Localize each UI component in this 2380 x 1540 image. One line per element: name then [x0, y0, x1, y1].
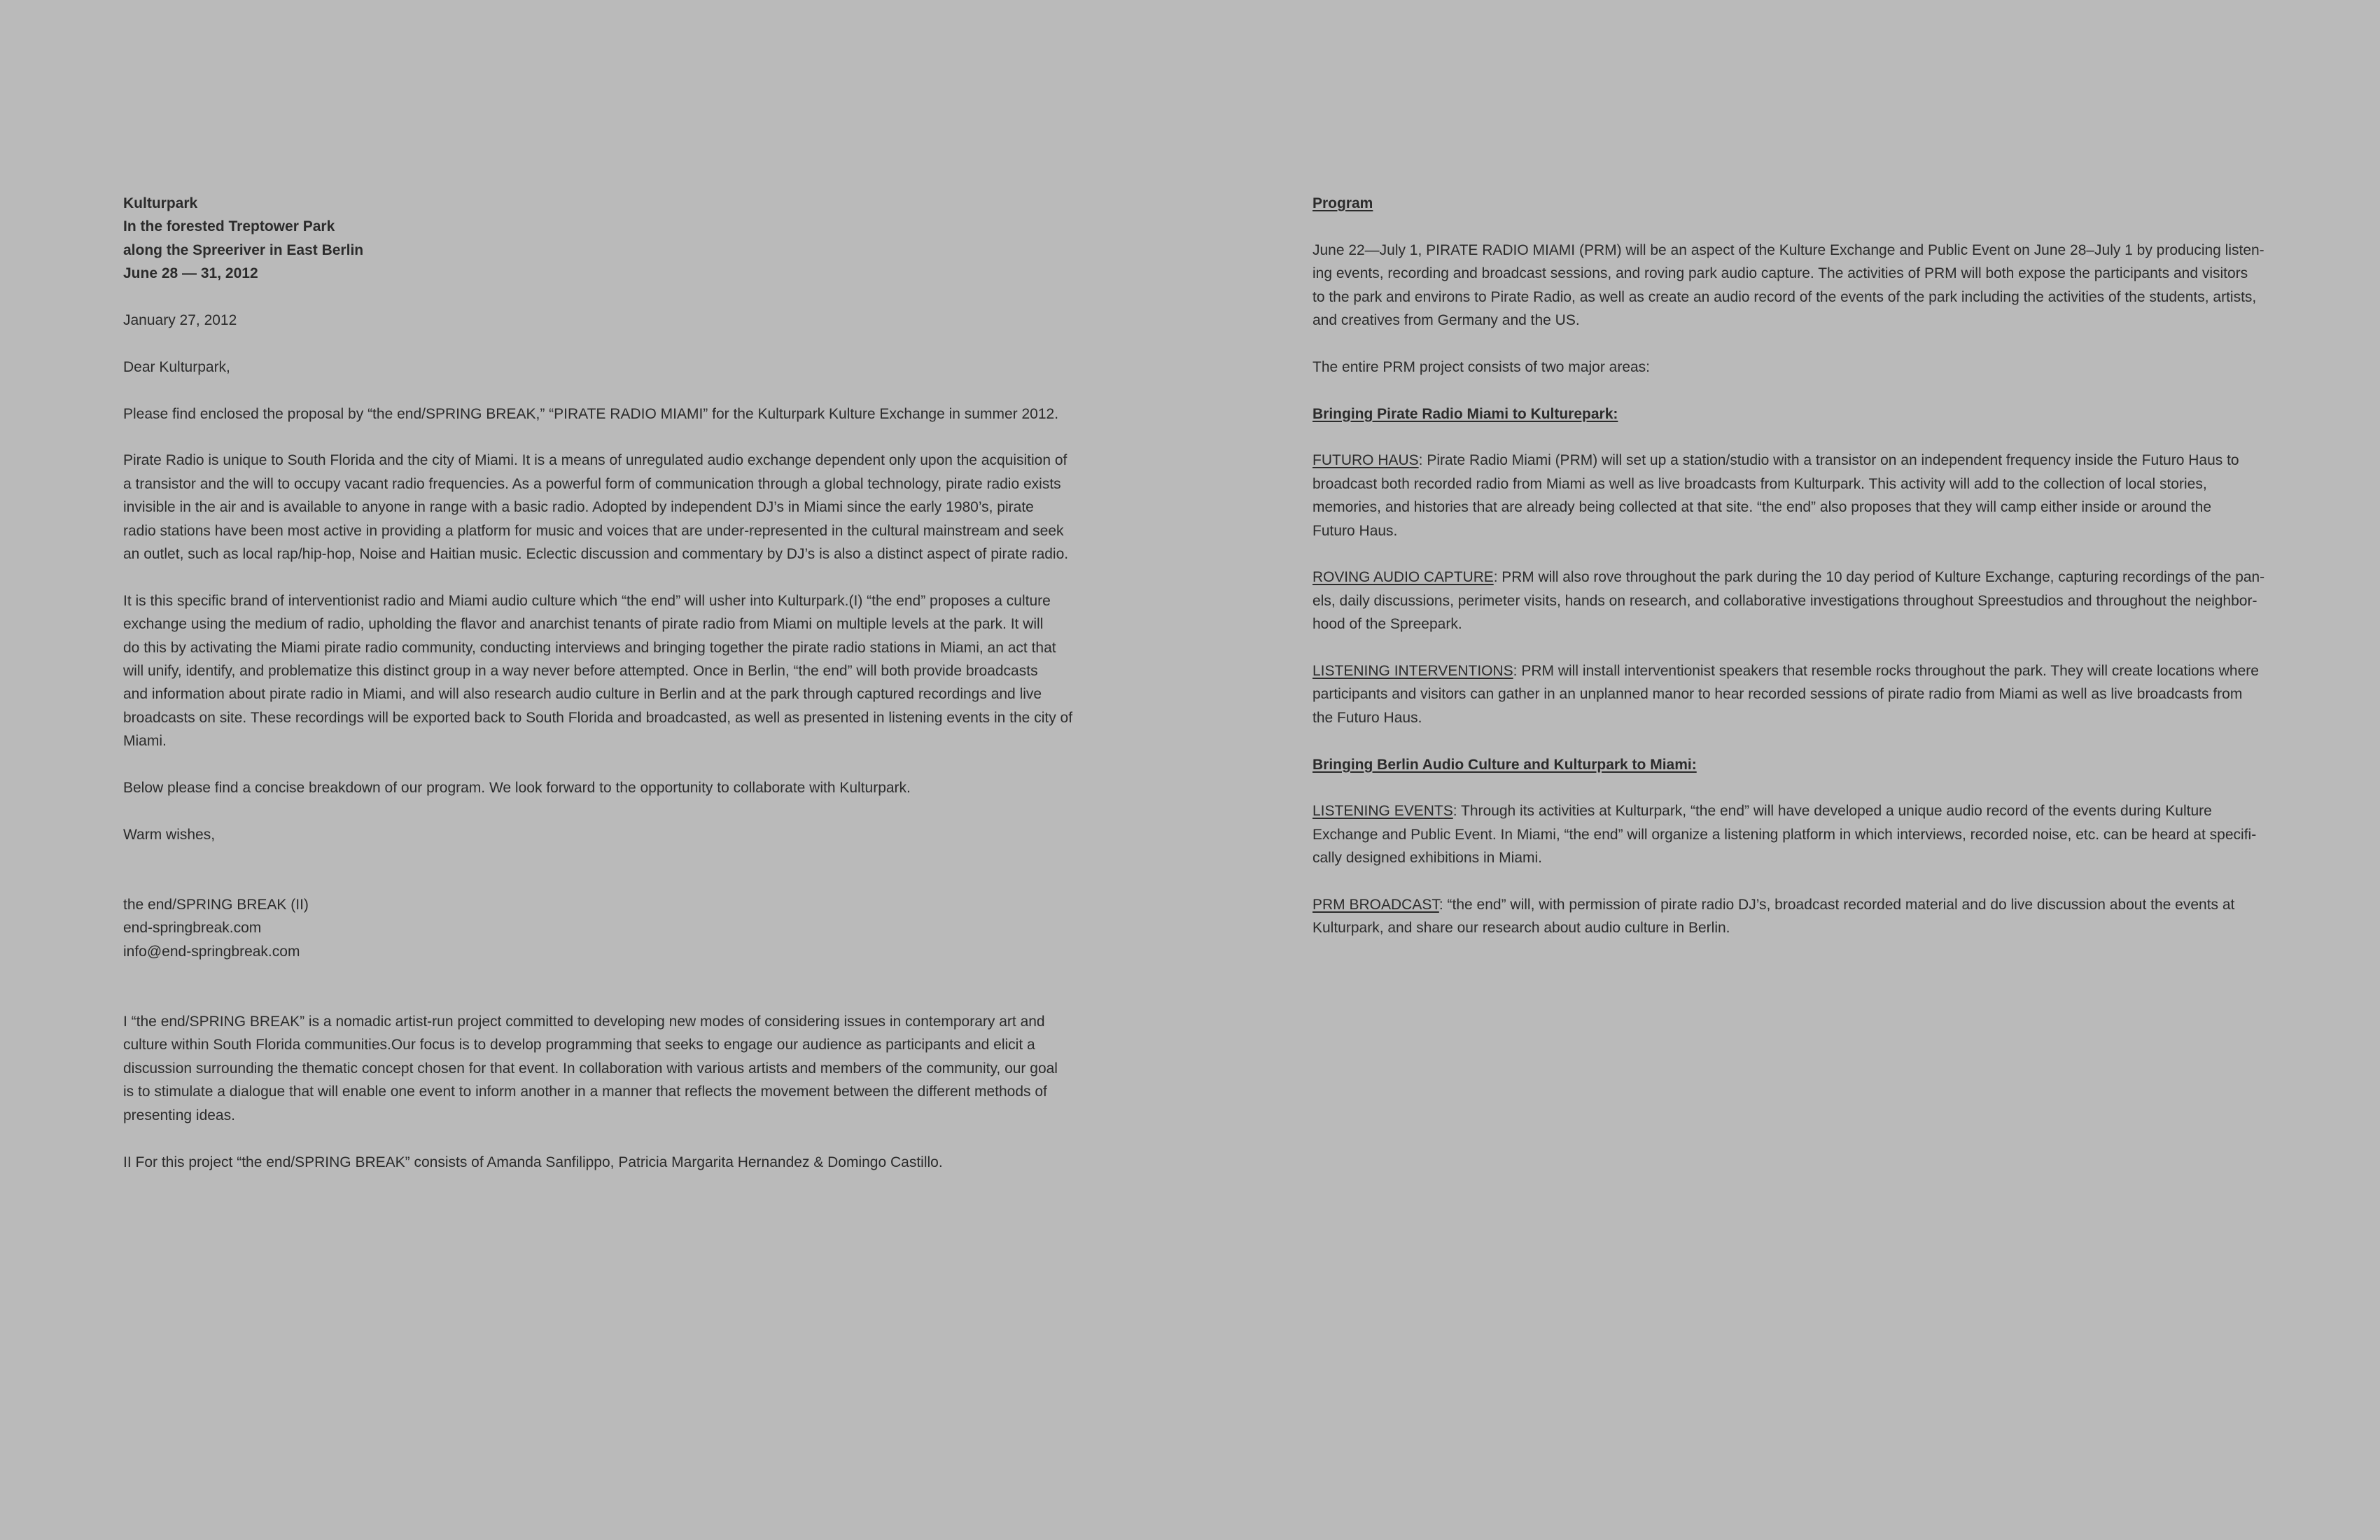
left-page [123, 192, 1089, 1197]
closing-note: Below please find a concise breakdown of our program. We look forward to the opportunity to collaborate with Kulturpark. [123, 780, 911, 797]
signature-email: info@end-springbreak.com [123, 943, 300, 960]
paragraph-line: June 22—July 1, PIRATE RADIO MIAMI (PRM) will be an aspect of the Kulture Exchange and Public Event on June 28–July 1 by producing listen- [1312, 241, 2264, 258]
salutation: Dear Kulturpark, [123, 358, 230, 375]
listening-events-item [1312, 799, 2264, 869]
sign-off: Warm wishes, [123, 826, 216, 843]
futuro-haus-label: FUTURO HAUS [1312, 452, 1419, 469]
paragraph-line: Futuro Haus. [1312, 522, 1398, 539]
paragraph-line: and creatives from Germany and the US. [1312, 312, 1580, 329]
footnote-line: is to stimulate a dialogue that will enable one event to inform another in a manner that reflects the movement between the different methods of [123, 1084, 1047, 1100]
paragraph-line: do this by activating the Miami pirate radio community, conducting interviews and bringing together the pirate radio stations in Miami, an act that [123, 639, 1056, 656]
paragraph-line: : “the end” will, with permission of pirate radio DJ’s, broadcast recorded material and do live discussion about the events at [1438, 897, 2235, 913]
footnote-1 [123, 1010, 1089, 1127]
paragraph-line: cally designed exhibitions in Miami. [1312, 850, 1542, 867]
signature [123, 893, 1089, 963]
footnote-2: II For this project “the end/SPRING BREAK” consists of Amanda Sanfilippo, Patricia Margarita Hernandez & Domingo Castillo. [123, 1154, 943, 1170]
paragraph-line: an outlet, such as local rap/hip-hop, Noise and Haitian music. Eclectic discussion and commentary by DJ’s is also a distinct aspect of pirate radio. [123, 546, 1069, 563]
paragraph-line: to the park and environs to Pirate Radio, as well as create an audio record of the events of the park including the activities of the students, artists, [1312, 288, 2257, 305]
event-header [123, 192, 1089, 286]
paragraph-line: Miami. [123, 733, 167, 750]
program-title: Program [1312, 195, 1373, 211]
header-line: Kulturpark [123, 195, 198, 211]
section-heading-pirate-radio-to-kulturpark: Bringing Pirate Radio Miami to Kulturepark: [1312, 405, 1618, 422]
paragraph-line: : PRM will also rove throughout the park during the 10 day period of Kulture Exchange, capturing recordings of the pan- [1493, 569, 2265, 586]
section-heading-berlin-to-miami: Bringing Berlin Audio Culture and Kulturpark to Miami: [1312, 756, 1697, 773]
paragraph-interventionist [123, 589, 1089, 753]
paragraph-line: broadcast both recorded radio from Miami as well as live broadcasts from Kulturpark. This activity will add to the collection of local stories, [1312, 475, 2207, 492]
paragraph-line: exchange using the medium of radio, upholding the flavor and anarchist tenants of pirate radio from Miami on multiple levels at the park. It will [123, 616, 1044, 633]
paragraph-line: radio stations have been most active in providing a platform for music and voices that are under-represented in the cultural mainstream and seek [123, 522, 1064, 539]
areas-intro: The entire PRM project consists of two major areas: [1312, 358, 1651, 375]
paragraph-line: and information about pirate radio in Miami, and will also research audio culture in Berlin and at the park through captured recordings and live [123, 686, 1042, 703]
paragraph-line: Kulturpark, and share our research about audio culture in Berlin. [1312, 920, 1730, 937]
paragraph-line: broadcasts on site. These recordings will be exported back to South Florida and broadcasted, as well as presented in listening events in the city of [123, 709, 1073, 726]
paragraph-line: els, daily discussions, perimeter visits, hands on research, and collaborative investigations throughout Spreestudios and throughout the neighbor- [1312, 592, 2258, 609]
letter-date: January 27, 2012 [123, 312, 237, 329]
intro-paragraph: Please find enclosed the proposal by “the end/SPRING BREAK,” “PIRATE RADIO MIAMI” for the Kulturpark Kulture Exchange in summer 2012. [123, 405, 1059, 422]
prm-broadcast-label: PRM BROADCAST [1312, 897, 1439, 913]
paragraph-line: It is this specific brand of interventionist radio and Miami audio culture which “the end” will usher into Kulturpark.(I) “the end” proposes a culture [123, 592, 1051, 609]
paragraph-line: : Pirate Radio Miami (PRM) will set up a station/studio with a transistor on an independent frequency inside the Futuro Haus to [1418, 452, 2239, 469]
listening-events-label: LISTENING EVENTS [1312, 803, 1453, 820]
paragraph-line: will unify, identify, and problematize this distinct group in a way never before attempted. Once in Berlin, “the end” will both provide broadcasts [123, 663, 1038, 680]
header-line: along the Spreeriver in East Berlin [123, 241, 364, 258]
paragraph-line: : PRM will install interventionist speakers that resemble rocks throughout the park. They will create locations where [1513, 663, 2259, 680]
roving-audio-capture-item [1312, 566, 2264, 636]
signature-website: end-springbreak.com [123, 920, 262, 937]
futuro-haus-item [1312, 449, 2264, 542]
prm-broadcast-item [1312, 893, 2264, 940]
program-overview [1312, 239, 2264, 332]
paragraph-line: ing events, recording and broadcast sessions, and roving park audio capture. The activities of PRM will both expose the participants and visitors [1312, 265, 2248, 282]
paragraph-line: participants and visitors can gather in an unplanned manor to hear recorded sessions of pirate radio from Miami as well as live broadcasts from [1312, 686, 2243, 703]
signature-name: the end/SPRING BREAK (II) [123, 897, 309, 913]
footnote-line: I “the end/SPRING BREAK” is a nomadic artist-run project committed to developing new modes of considering issues in contemporary art and [123, 1014, 1045, 1030]
right-page [1312, 192, 2264, 963]
footnote-line: culture within South Florida communities.Our focus is to develop programming that seeks to engage our audience as participants and elicit a [123, 1037, 1035, 1054]
header-line: In the forested Treptower Park [123, 218, 335, 235]
footnote-line: presenting ideas. [123, 1107, 235, 1124]
header-line: June 28 — 31, 2012 [123, 265, 258, 282]
listening-interventions-item [1312, 659, 2264, 729]
footnote-line: discussion surrounding the thematic concept chosen for that event. In collaboration with various artists and members of the community, our goal [123, 1060, 1058, 1077]
paragraph-line: hood of the Spreepark. [1312, 616, 1462, 633]
paragraph-line: Exchange and Public Event. In Miami, “the end” will organize a listening platform in which interviews, recorded noise, etc. can be heard at specifi- [1312, 826, 2257, 843]
paragraph-line: the Futuro Haus. [1312, 709, 1422, 726]
paragraph-line: : Through its activities at Kulturpark, “the end” will have developed a unique audio record of the events during Kulture [1452, 803, 2212, 820]
paragraph-line: memories, and histories that are already being collected at that site. “the end” also proposes that they will camp either inside or around the [1312, 499, 2212, 516]
paragraph-line: Pirate Radio is unique to South Florida and the city of Miami. It is a means of unregulated audio exchange dependent only upon the acquisition of [123, 452, 1068, 469]
roving-audio-capture-label: ROVING AUDIO CAPTURE [1312, 569, 1494, 586]
paragraph-line: invisible in the air and is available to anyone in range with a basic radio. Adopted by independent DJ’s in Miami since the early 1980’s, pirate [123, 499, 1034, 516]
listening-interventions-label: LISTENING INTERVENTIONS [1312, 663, 1513, 680]
paragraph-line: a transistor and the will to occupy vacant radio frequencies. As a powerful form of communication through a global technology, pirate radio exists [123, 475, 1061, 492]
paragraph-pirate-radio [123, 449, 1089, 566]
